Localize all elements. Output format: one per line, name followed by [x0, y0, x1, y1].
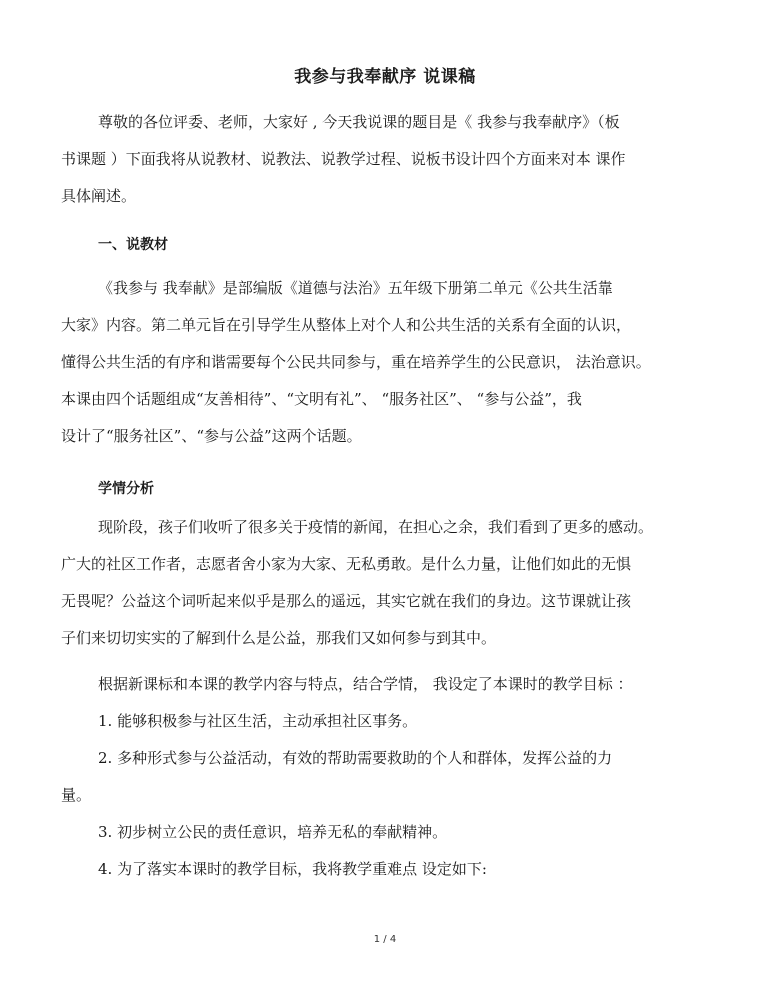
text-line: 《我参与 我奉献》是部编版《道德与法治》五年级下册第二单元《公共生活靠 [98, 279, 613, 297]
goal-item: 1. 能够积极参与社区生活，主动承担社区事务。 [98, 712, 418, 730]
text-line: 大家》内容。第二单元旨在引导学生从整体上对个人和公共生活的关系有全面的认识， [61, 316, 632, 334]
text-line: 无畏呢？公益这个词听起来似乎是那么的遥远，其实它就在我们的身边。这节课就让孩 [61, 592, 632, 610]
student-analysis-paragraph [61, 509, 721, 657]
goal-item: 4. 为了落实本课时的教学目标，我将教学重难点 设定如下: [98, 860, 487, 878]
text-line: 广大的社区工作者，志愿者舍小家为大家、无私勇敢。是什么力量，让他们如此的无惧 [61, 555, 632, 573]
section-heading-student-analysis: 学情分析 [98, 481, 154, 497]
text-line: 懂得公共生活的有序和谐需要每个公民共同参与，重在培养学生的公民意识， 法治意识。 [61, 353, 651, 371]
text-line: 尊敬的各位评委、老师，大家好 , 今天我说课的题目是《 我参与我奉献序》（板 [98, 113, 620, 131]
text-line: 设计了“服务社区”、“参与公益”这两个话题。 [61, 427, 362, 445]
document-title: 我参与我奉献序 说课稿 [294, 67, 476, 87]
text-line: 具体阐述。 [61, 187, 137, 205]
goals-intro: 根据新课标和本课的教学内容与特点，结合学情， 我设定了本课时的教学目标 ： [98, 675, 633, 693]
textbook-paragraph [61, 270, 721, 455]
goal-item: 3. 初步树立公民的责任意识，培养无私的奉献精神。 [98, 823, 448, 841]
page-number: 1 / 4 [373, 934, 397, 945]
text-line: 子们来切切实实的了解到什么是公益，那我们又如何参与到其中。 [61, 629, 497, 647]
section-heading-textbook: 一、说教材 [98, 237, 168, 253]
intro-paragraph [61, 104, 721, 215]
text-line: 书课题 ）下面我将从说教材、说教法、说教学过程、说板书设计四个方面来对本 课作 [61, 150, 626, 168]
goal-item-continued: 量。 [61, 786, 92, 804]
goals-list [61, 666, 721, 888]
text-line: 现阶段，孩子们收听了很多关于疫情的新闻，在担心之余，我们看到了更多的感动。 [98, 518, 654, 536]
goal-item: 2. 多种形式参与公益活动，有效的帮助需要救助的个人和群体，发挥公益的力 [98, 749, 613, 767]
text-line: 本课由四个话题组成“友善相待”、“文明有礼”、 “服务社区”、 “参与公益”，我 [61, 390, 582, 408]
